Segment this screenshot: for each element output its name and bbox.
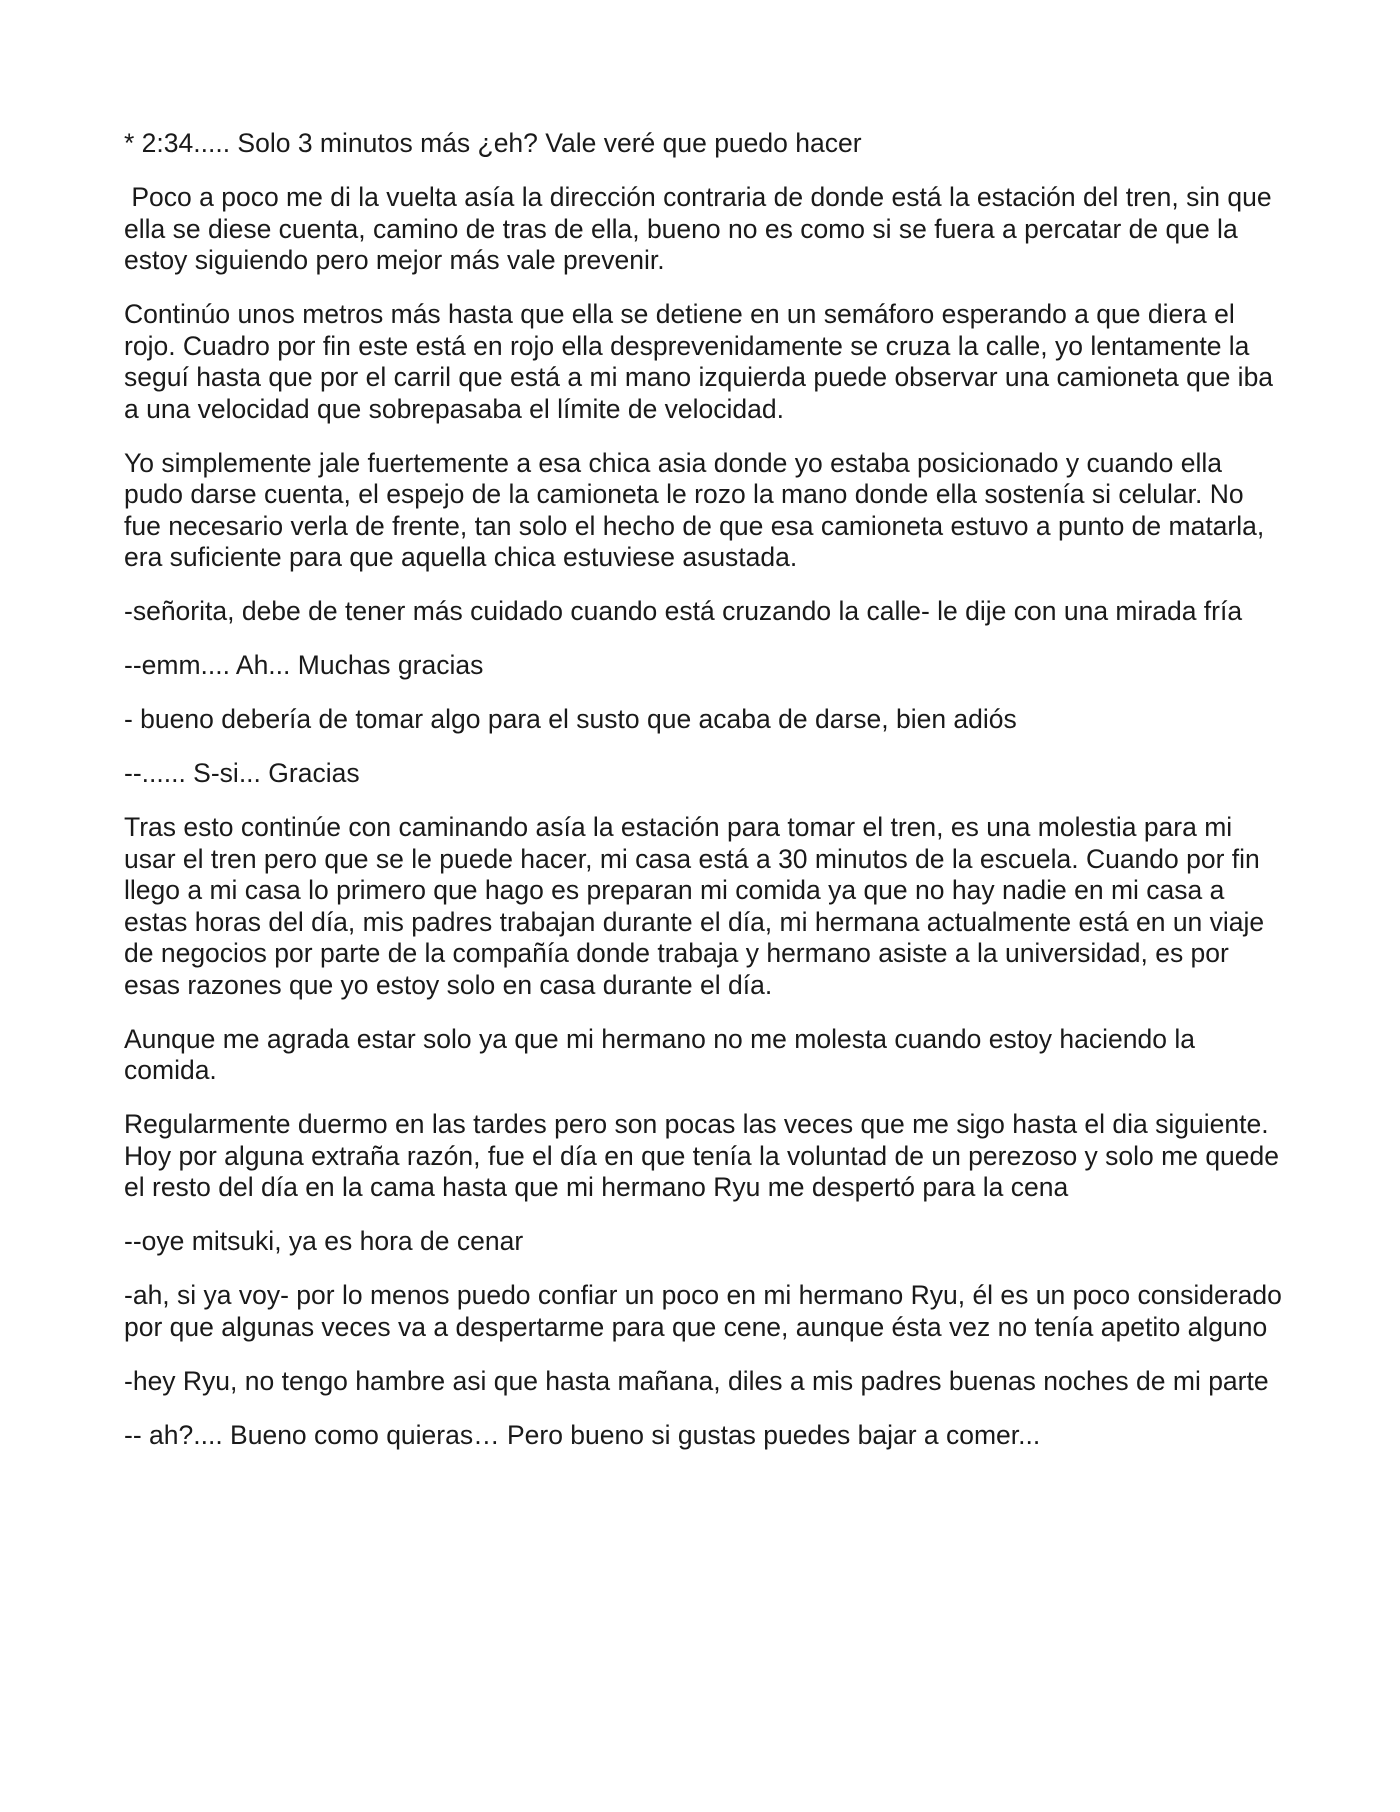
paragraph-13: -ah, si ya voy- por lo menos puedo confiar un poco en mi hermano Ryu, él es un poco considerado por que algunas veces va a despertarme para que cene, aunque ésta vez no tenía apetito alguno xyxy=(124,1280,1282,1342)
paragraph-10: Aunque me agrada estar solo ya que mi hermano no me molesta cuando estoy haciendo la comida. xyxy=(124,1023,1195,1085)
paragraph-5: -señorita, debe de tener más cuidado cuando está cruzando la calle- le dije con una mirada fría xyxy=(124,596,1243,626)
paragraph-1: * 2:34..... Solo 3 minutos más ¿eh? Vale veré que puedo hacer xyxy=(124,128,862,158)
paragraph-6: --emm.... Ah... Muchas gracias xyxy=(124,650,484,680)
paragraph-14: -hey Ryu, no tengo hambre asi que hasta mañana, diles a mis padres buenas noches de mi parte xyxy=(124,1365,1269,1396)
paragraph-15: -- ah?.... Bueno como quieras… Pero bueno si gustas puedes bajar a comer... xyxy=(124,1419,1041,1450)
paragraph-11: Regularmente duermo en las tardes pero son pocas las veces que me sigo hasta el dia siguiente. Hoy por alguna extraña razón, fue el día en que tenía la voluntad de un perezoso y solo me quede el resto del día en la cama hasta que mi hermano Ryu me despertó para la cena xyxy=(124,1109,1280,1202)
paragraph-3: Continúo unos metros más hasta que ella se detiene en un semáforo esperando a que diera el rojo. Cuadro por fin este está en rojo ella desprevenidamente se cruza la calle, yo lentamente la seguí hasta que por el carril que está a mi mano izquierda puede observar una camioneta que iba a una velocidad que sobrepasaba el límite de velocidad. xyxy=(124,299,1274,424)
paragraph-8: --...... S-si... Gracias xyxy=(124,758,360,788)
paragraph-4: Yo simplemente jale fuertemente a esa chica asia donde yo estaba posicionado y cuando ella pudo darse cuenta, el espejo de la camioneta le rozo la mano donde ella sostenía si celular. No fue necesario verla de frente, tan solo el hecho de que esa camioneta estuvo a punto de matarla, era suficiente para que aquella chica estuviese asustada. xyxy=(124,447,1265,572)
paragraph-12: --oye mitsuki, ya es hora de cenar xyxy=(124,1226,524,1256)
paragraph-2: Poco a poco me di la vuelta asía la dirección contraria de donde está la estación del tren, sin que ella se diese cuenta, camino de tras de ella, bueno no es como si se fuera a percatar de que la estoy siguiendo pero mejor más vale prevenir. xyxy=(124,182,1272,275)
paragraph-7: - bueno debería de tomar algo para el susto que acaba de darse, bien adiós xyxy=(124,704,1017,734)
document-page xyxy=(124,128,1284,1474)
paragraph-9: Tras esto continúe con caminando asía la estación para tomar el tren, es una molestia para mi usar el tren pero que se le puede hacer, mi casa está a 30 minutos de la escuela. Cuando por fin llego a mi casa lo primero que hago es preparan mi comida ya que no hay nadie en mi casa a estas horas del día, mis padres trabajan durante el día, mi hermana actualmente está en un viaje de negocios por parte de la compañía donde trabaja y hermano asiste a la universidad, es por esas razones que yo estoy solo en casa durante el día. xyxy=(124,812,1265,1000)
